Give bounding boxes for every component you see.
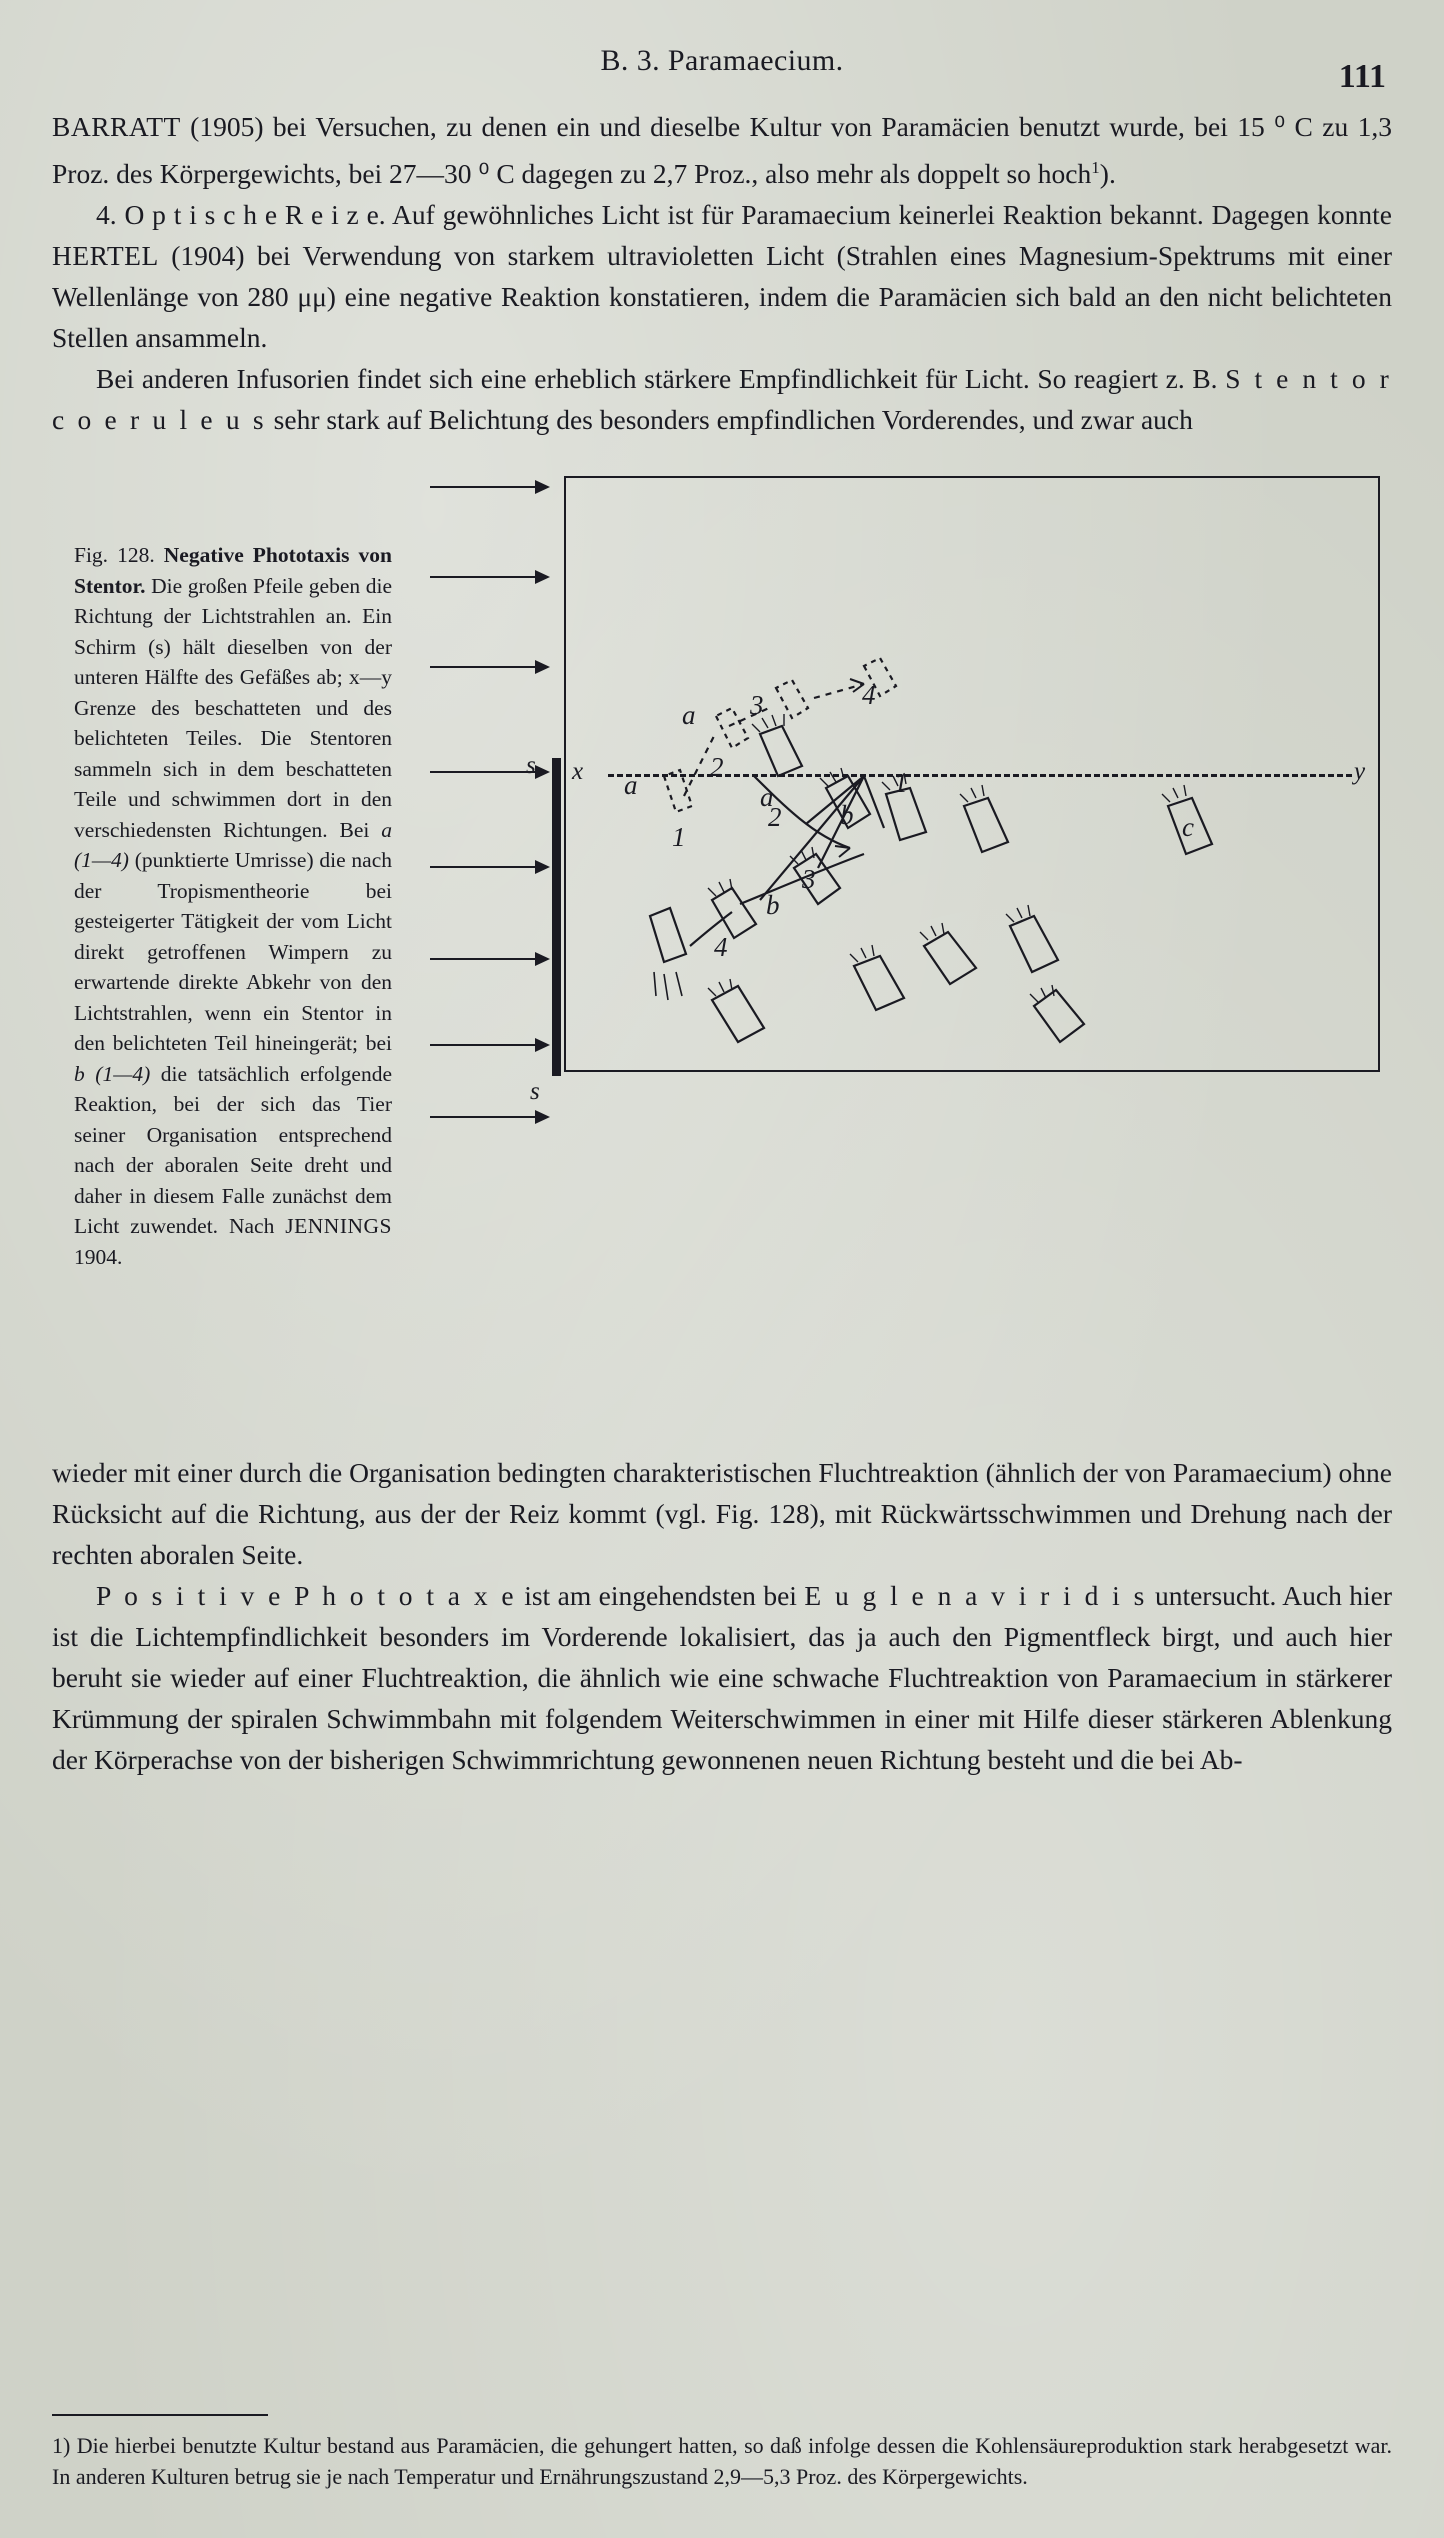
paragraph-infusorien	[52, 358, 1392, 440]
paragraph-fluchtreaktion: wieder mit einer durch die Organisation bedingten charakteristischen Fluchtreaktion (ähnlich der von Paramaecium) ohne Rücksicht auf die Richtung, aus der der Reiz kommt (vgl. Fig. 128), mit Rückwärtsschwimmen und Drehung nach der rechten aboralen Seite.	[52, 1457, 1392, 1571]
paragraph-optische-reize	[52, 194, 1392, 358]
paragraph-infusorien-text-a: Bei anderen Infusorien findet sich eine erheblich stärkere Empfindlichkeit für Licht. So reagiert z. B.	[96, 363, 1226, 395]
figure-label-s-top: s	[526, 752, 536, 780]
paragraph-phototaxe-text-a: ist am eingehendsten bei	[516, 1580, 805, 1612]
page-header	[52, 44, 1392, 100]
paragraph-barratt-tail: ).	[1099, 158, 1116, 190]
footnote-marker: 1)	[52, 2433, 71, 2458]
footnote-text	[52, 2430, 1392, 2492]
section-lead-optische-reize: 4. O p t i s c h e R e i z e.	[96, 199, 386, 231]
figure-screen-s	[552, 758, 561, 1076]
figure-caption-ref-a: a (1—4)	[74, 817, 392, 873]
species-stentor-coeruleus: S t e n t o r c o e r u l e u s	[52, 363, 1392, 436]
paragraph-barratt-text: (1905) bei Versuchen, zu denen ein und dieselbe Kultur von Paramäcien benutzt wurde, bei 15 ⁰ C zu 1,3 Proz. des Körpergewichts, bei 27—30 ⁰ C dagegen zu 2,7 Proz., also mehr als doppelt so hoch	[52, 111, 1392, 190]
footnote-block	[52, 2414, 1392, 2492]
paragraph-barratt	[52, 106, 1392, 194]
figure-label-3a: 3	[750, 690, 764, 721]
figure-label-b-1: b	[840, 800, 854, 831]
page-content	[52, 44, 1392, 2494]
footnote-marker-ref: 1	[1091, 158, 1100, 177]
figure-label-1b: 1	[894, 768, 908, 799]
figure-label-4b: 4	[714, 932, 728, 963]
top-text-block	[52, 106, 1392, 440]
figure-label-c: c	[1182, 812, 1194, 843]
figure-label-a-1: a	[682, 700, 696, 731]
figure-drawing	[564, 476, 1376, 1076]
figure-caption	[74, 540, 392, 1272]
author-name-hertel: HERTEL	[52, 240, 159, 272]
figure-label-2b: 2	[768, 802, 782, 833]
paragraph-optische-reize-text-a: Auf gewöhnliches Licht ist für Paramaecium keinerlei Reaktion bekannt. Dagegen konnte	[385, 199, 1392, 231]
page-number: 111	[1338, 58, 1386, 95]
figure-caption-ref-b: b (1—4)	[74, 1061, 151, 1086]
figure-label-s-bottom: s	[530, 1078, 540, 1106]
figure-label-1a: 1	[672, 822, 686, 853]
figure-label-y: y	[1354, 758, 1366, 786]
author-name-barratt: BARRATT	[52, 111, 181, 142]
figure-label-b-2: b	[766, 890, 780, 921]
light-arrow-3	[430, 666, 548, 668]
footnote-rule	[52, 2414, 268, 2416]
figure-caption-title: Negative Phototaxis von Stentor.	[74, 543, 393, 598]
light-arrow-6	[430, 958, 548, 960]
figure-caption-body-3: die tatsächlich erfolgende Reaktion, bei der sich das Tier seiner Organisation entsprechend nach der aboralen Seite dreht und daher in diesem Falle zunächst dem Licht zuwendet. Nach	[74, 1061, 392, 1239]
species-euglena-viridis: E u g l e n a v i r i d i s	[804, 1580, 1148, 1612]
figure-label-2a: 2	[710, 752, 724, 783]
light-ray-arrows	[430, 466, 562, 1446]
figure-caption-body-2: (punktierte Umrisse) die nach der Tropismentheorie bei gesteigerter Tätigkeit der vom Licht direkt getroffenen Wimpern zu erwartende direkte Abkehr von den Lichtstrahlen, wenn ein Stentor in den belichteten Teil hineingerät; bei	[74, 848, 392, 1056]
term-positive-phototaxe: P o s i t i v e P h o t o t a x e	[96, 1580, 517, 1612]
figure-caption-year: 1904.	[74, 1244, 123, 1269]
running-title: B. 3. Paramaecium.	[600, 44, 844, 77]
light-arrow-2	[430, 576, 548, 578]
paragraph-infusorien-text-b: sehr stark auf Belichtung des besonders empfindlichen Vorderendes, und zwar auch	[266, 404, 1193, 436]
light-arrow-7	[430, 1044, 548, 1046]
figure-label-4a: 4	[862, 680, 876, 711]
figure-caption-source: JENNINGS	[285, 1214, 392, 1239]
figure-label-x: x	[572, 758, 584, 786]
light-arrow-8	[430, 1116, 548, 1118]
figure-128	[52, 466, 1392, 1446]
light-arrow-1	[430, 486, 548, 488]
figure-label-a-2: a	[624, 770, 638, 801]
paragraph-phototaxe	[52, 1575, 1392, 1780]
light-arrow-5	[430, 866, 548, 868]
figure-caption-body-1: Die großen Pfeile geben die Richtung der Lichtstrahlen an. Ein Schirm (s) hält dieselben von der unteren Hälfte des Gefäßes ab; x—y Grenze des beschatteten und des belichteten Teiles. Die Stentoren sammeln sich in dem beschatteten Teile und schwimmen dort in den verschiedensten Richtungen. Bei	[74, 573, 392, 842]
figure-label-a-3: a	[760, 782, 774, 813]
figure-label-3b: 3	[802, 864, 816, 895]
paragraph-optische-reize-text-b: (1904) bei Verwendung von starkem ultravioletten Licht (Strahlen eines Magnesium-Spektrums mit einer Wellenlänge von 280 μμ) eine negative Reaktion konstatieren, indem die Paramäcien sich bald an den nicht belichteten Stellen ansammeln.	[52, 240, 1392, 354]
lower-text-block	[52, 1452, 1392, 1780]
paragraph-phototaxe-text-b: untersucht. Auch hier ist die Lichtempfindlichkeit besonders im Vorderende lokalisiert, das ja auch den Pigmentfleck birgt, und auch hier beruht sie wieder auf einer Fluchtreaktion, die ähnlich wie eine schwache Fluchtreaktion von Paramaecium in stärkerer Krümmung der spiralen Schwimmbahn mit folgendem Weiterschwimmen in einer mit Hilfe dieser stärkeren Ablenkung der Körperachse von der bisherigen Schwimmrichtung gewonnenen neuen Richtung besteht und die bei Ab-	[52, 1580, 1393, 1776]
footnote-body: Die hierbei benutzte Kultur bestand aus Paramäcien, die gehungert hatten, so daß infolge dessen die Kohlensäureproduktion stark herabgesetzt war. In anderen Kulturen betrug sie je nach Temperatur und Ernährungszustand 2,9—5,3 Proz. des Körpergewichts.	[52, 2433, 1392, 2489]
figure-caption-label: Fig. 128.	[74, 543, 155, 568]
